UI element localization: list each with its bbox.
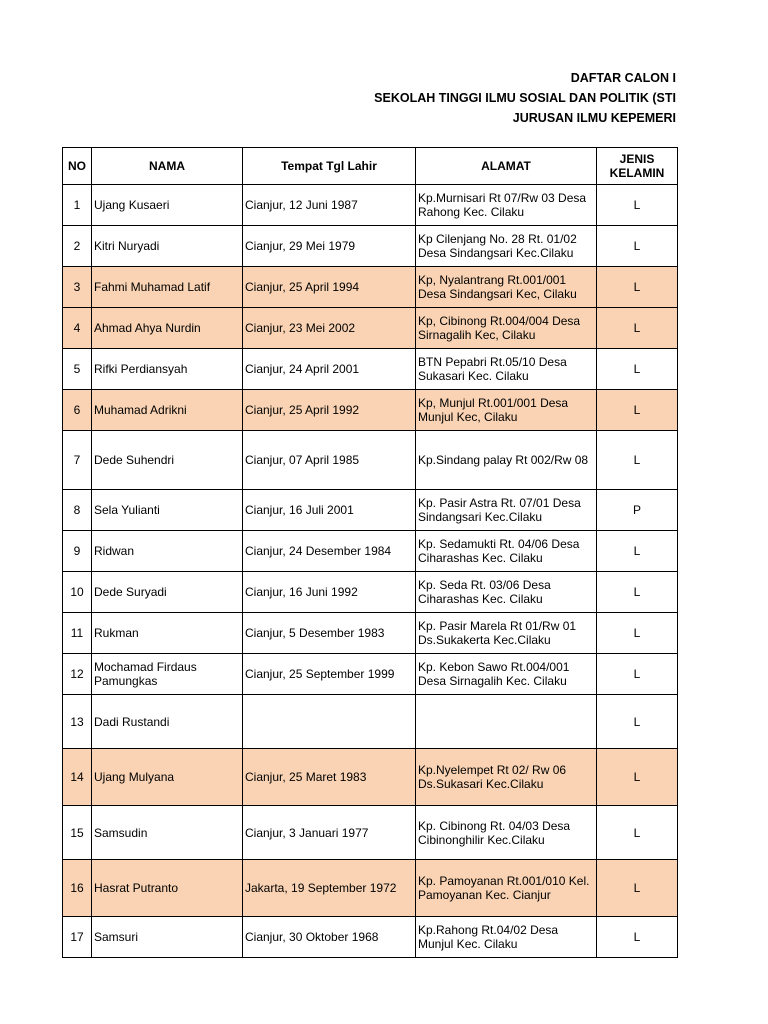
table-row [63,613,678,654]
cell-alamat [416,695,597,749]
cell-ttl: Cianjur, 12 Juni 1987 [243,185,416,226]
cell-ttl: Cianjur, 25 Maret 1983 [243,749,416,806]
cell-ttl: Cianjur, 07 April 1985 [243,431,416,490]
cell-no: 5 [63,349,92,390]
department-title: JURUSAN ILMU KEPEMERI [512,111,676,125]
cell-no: 7 [63,431,92,490]
table-row [63,267,678,308]
cell-nama [92,267,243,308]
cell-nama [92,185,243,226]
cell-jenis-kelamin: L [597,431,678,490]
cell-ttl [243,695,416,749]
cell-ttl: Cianjur, 24 April 2001 [243,349,416,390]
table-row [63,654,678,695]
cell-jenis-kelamin: L [597,349,678,390]
cell-ttl: Cianjur, 3 Januari 1977 [243,806,416,860]
table-row [63,749,678,806]
cell-no: 6 [63,390,92,431]
cell-alamat-line2: Munjul Kec. Cilaku [418,937,518,951]
cell-ttl: Cianjur, 25 April 1994 [243,267,416,308]
cell-alamat-line2: Desa Sindangsari Kec.Cilaku [418,246,574,260]
cell-no: 16 [63,860,92,917]
cell-ttl: Cianjur, 16 Juli 2001 [243,490,416,531]
cell-alamat-line1: Kp, Cibinong Rt.004/004 Desa [418,314,581,328]
cell-nama [92,654,243,695]
cell-jenis-kelamin: L [597,613,678,654]
cell-alamat-line2: Ds.Sukasari Kec.Cilaku [418,777,544,791]
cell-nama-line1: Kitri Nuryadi [94,239,160,253]
cell-ttl: Cianjur, 25 April 1992 [243,390,416,431]
cell-alamat-line1: Kp. Pasir Marela Rt 01/Rw 01 [418,619,577,633]
cell-alamat [416,572,597,613]
cell-alamat-line2: Desa Sindangsari Kec, Cilaku [418,287,577,301]
cell-alamat [416,267,597,308]
table-body [63,185,678,958]
cell-jenis-kelamin: L [597,267,678,308]
cell-jenis-kelamin: L [597,308,678,349]
cell-ttl: Cianjur, 29 Mei 1979 [243,226,416,267]
cell-alamat [416,531,597,572]
cell-alamat [416,613,597,654]
cell-alamat [416,349,597,390]
cell-no: 14 [63,749,92,806]
cell-no: 13 [63,695,92,749]
cell-no: 2 [63,226,92,267]
cell-nama [92,806,243,860]
cell-alamat [416,654,597,695]
table-row [63,860,678,917]
table-row [63,806,678,860]
cell-alamat [416,917,597,958]
table-row [63,308,678,349]
cell-ttl: Cianjur, 30 Oktober 1968 [243,917,416,958]
cell-alamat-line2: Cibinonghilir Kec.Cilaku [418,832,545,847]
cell-alamat-line1: Kp. Pasir Astra Rt. 07/01 Desa [418,496,581,510]
cell-alamat-line2: Sukasari Kec. Cilaku [418,369,529,383]
header-nama: NAMA [92,148,243,185]
cell-jenis-kelamin: L [597,654,678,695]
cell-nama-line1: Samsudin [94,825,148,840]
cell-alamat [416,749,597,806]
cell-nama-line1: Ahmad Ahya Nurdin [94,321,201,335]
cell-nama-line2: Pamungkas [94,674,158,688]
cell-alamat-line1: Kp. Cibinong Rt. 04/03 Desa [418,818,571,833]
cell-alamat-line2: Desa Sirnagalih Kec. Cilaku [418,674,567,688]
cell-nama-line1: Hasrat Putranto [94,881,179,895]
cell-nama-line1: Dede Suryadi [94,585,167,599]
cell-no: 9 [63,531,92,572]
cell-alamat-line2: Pamoyanan Kec. Cianjur [418,888,551,902]
cell-alamat-line2: Ds.Sukakerta Kec.Cilaku [418,633,551,647]
cell-jenis-kelamin: L [597,917,678,958]
cell-jenis-kelamin: L [597,695,678,749]
cell-alamat-line1: Kp. Kebon Sawo Rt.004/001 [418,660,570,674]
cell-no: 4 [63,308,92,349]
cell-nama [92,917,243,958]
cell-no: 10 [63,572,92,613]
cell-alamat [416,860,597,917]
cell-nama-line1: Ridwan [94,544,135,558]
cell-no: 17 [63,917,92,958]
cell-jenis-kelamin: L [597,572,678,613]
cell-jenis-kelamin: L [597,749,678,806]
cell-alamat-line2: Rahong Kec. Cilaku [418,205,525,219]
cell-no: 12 [63,654,92,695]
cell-nama-line1: Mochamad Firdaus [94,660,197,674]
header-jenis-kelamin [597,148,678,185]
cell-no: 11 [63,613,92,654]
cell-alamat [416,806,597,860]
cell-no: 15 [63,806,92,860]
header-no: NO [63,148,92,185]
cell-alamat-line2: Sindangsari Kec.Cilaku [418,510,543,524]
cell-ttl: Cianjur, 23 Mei 2002 [243,308,416,349]
student-table [62,147,678,958]
cell-nama [92,860,243,917]
cell-alamat [416,185,597,226]
cell-jenis-kelamin: L [597,390,678,431]
cell-nama-line1: Ujang Kusaeri [94,198,170,212]
cell-alamat-line1: Kp.Sindang palay Rt 002/Rw 08 [418,453,589,467]
table-row [63,917,678,958]
table-row [63,531,678,572]
cell-jenis-kelamin: L [597,531,678,572]
cell-jenis-kelamin: L [597,860,678,917]
cell-nama-line1: Ujang Mulyana [94,770,175,784]
cell-alamat-line2: Ciharashas Kec. Cilaku [418,592,543,606]
cell-ttl: Jakarta, 19 September 1972 [243,860,416,917]
cell-nama [92,431,243,490]
cell-alamat-line1: Kp.Murnisari Rt 07/Rw 03 Desa [418,191,587,205]
cell-alamat-line2: Sirnagalih Kec, Cilaku [418,328,536,342]
cell-ttl: Cianjur, 16 Juni 1992 [243,572,416,613]
cell-nama [92,390,243,431]
table-row [63,185,678,226]
cell-nama-line1: Rukman [94,626,139,640]
cell-alamat-line1: Kp, Nyalantrang Rt.001/001 [418,273,567,287]
cell-no: 3 [63,267,92,308]
cell-alamat-line1: Kp. Sedamukti Rt. 04/06 Desa [418,537,580,551]
cell-alamat-line1: Kp.Rahong Rt.04/02 Desa [418,923,559,937]
cell-nama [92,572,243,613]
cell-alamat-line1: Kp Cilenjang No. 28 Rt. 01/02 [418,232,577,246]
cell-jenis-kelamin: P [597,490,678,531]
cell-nama-line1: Dadi Rustandi [94,714,170,729]
table-row [63,431,678,490]
table-row [63,695,678,749]
table-row [63,226,678,267]
cell-nama-line1: Fahmi Muhamad Latif [94,280,211,294]
table-row [63,572,678,613]
cell-nama-line1: Muhamad Adrikni [94,403,187,417]
cell-nama-line1: Dede Suhendri [94,453,175,467]
cell-nama [92,308,243,349]
cell-alamat [416,226,597,267]
table-row [63,390,678,431]
table-header-row [63,148,678,185]
cell-alamat-line1: BTN Pepabri Rt.05/10 Desa [418,355,567,369]
header-jk-line1: JENIS [619,152,655,166]
header-ttl: Tempat Tgl Lahir [243,148,416,185]
cell-nama [92,613,243,654]
cell-jenis-kelamin: L [597,806,678,860]
cell-no: 1 [63,185,92,226]
header-jk-line2: KELAMIN [609,166,665,180]
cell-nama [92,749,243,806]
cell-ttl: Cianjur, 24 Desember 1984 [243,531,416,572]
doc-title: DAFTAR CALON I [570,71,676,85]
cell-alamat-line2: Ciharashas Kec. Cilaku [418,551,543,565]
cell-alamat [416,308,597,349]
institution-title: SEKOLAH TINGGI ILMU SOSIAL DAN POLITIK (STI [374,91,676,105]
cell-no: 8 [63,490,92,531]
cell-ttl: Cianjur, 5 Desember 1983 [243,613,416,654]
header-alamat: ALAMAT [416,148,597,185]
cell-alamat-line1: Kp. Pamoyanan Rt.001/010 Kel. [418,874,590,888]
cell-alamat-line1: Kp, Munjul Rt.001/001 Desa [418,396,569,410]
cell-alamat-line1: Kp.Nyelempet Rt 02/ Rw 06 [418,763,567,777]
cell-alamat [416,490,597,531]
table-row [63,490,678,531]
cell-jenis-kelamin: L [597,185,678,226]
cell-ttl: Cianjur, 25 September 1999 [243,654,416,695]
table-row [63,349,678,390]
cell-nama [92,226,243,267]
cell-alamat [416,390,597,431]
cell-nama [92,349,243,390]
cell-nama [92,695,243,749]
cell-nama-line1: Rifki Perdiansyah [94,362,188,376]
cell-nama [92,490,243,531]
cell-alamat-line2: Munjul Kec, Cilaku [418,410,518,424]
cell-nama-line1: Samsuri [94,930,139,944]
cell-nama-line1: Sela Yulianti [94,503,160,517]
cell-jenis-kelamin: L [597,226,678,267]
cell-nama [92,531,243,572]
cell-alamat [416,431,597,490]
cell-alamat-line1: Kp. Seda Rt. 03/06 Desa [418,578,551,592]
